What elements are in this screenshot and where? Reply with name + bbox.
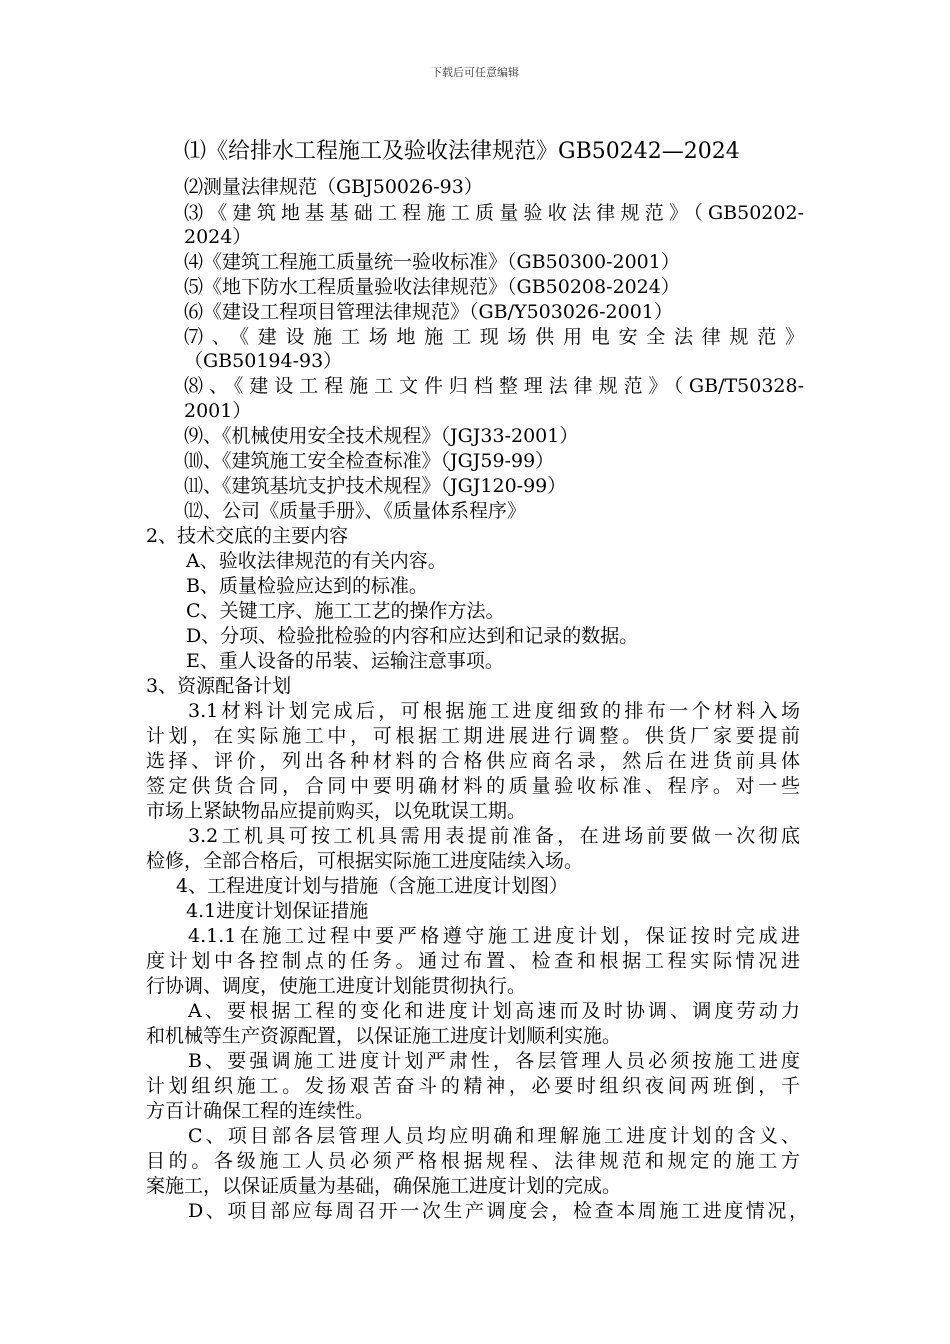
ref-item: ⑶《建筑地基基础工程施工质量验收法律规范》（GB50202- [184,202,804,224]
ref-item: ⑼、《机械使用安全技术规程》（JGJ33-2001） [184,425,579,447]
sec4-para-line: 目的。各级施工人员必须严格根据规程、法律规范和规定的施工方 [146,1150,800,1172]
sec4-para-line: 和机械等生产资源配置，以保证施工进度计划顺利实施。 [146,1025,622,1047]
sec3-para-line: 选择、评价，列出各种材料的合格供应商名录，然后在进货前具体 [146,750,800,772]
ref-item-cont: （GB50194-93） [184,350,343,372]
section-4-1-title: 4.1进度计划保证措施 [186,900,369,922]
section-2-title: 2、技术交底的主要内容 [146,525,349,547]
section-3-title: 3、资源配备计划 [146,675,292,697]
ref-item: ⑹《建设工程项目管理法律规范》（GB/Y503026-2001） [184,301,673,323]
sec4-para-line: 4.1.1在施工过程中要严格遵守施工进度计划，保证按时完成进 [188,925,800,947]
ref-item: ⑵测量法律规范（GBJ50026-93） [184,176,483,198]
sec4-para-line: 行协调、调度，使施工进度计划能贯彻执行。 [146,975,527,997]
ref-item: ⑺、《建设施工场地施工现场供用电安全法律规范》 [184,326,804,348]
sec3-para-line: 签定供货合同，合同中要明确材料的质量验收标准、程序。对一些 [146,775,800,797]
section-4-title: 4、工程进度计划与措施（含施工进度计划图） [176,875,569,897]
sec2-item: E、重人设备的吊装、运输注意事项。 [186,650,504,672]
ref-item: ⑾、《建筑基坑支护技术规程》（JGJ120-99） [184,475,567,497]
sec2-item: B、质量检验应达到的标准。 [186,575,428,597]
page-header: 下载后可任意编辑 [431,66,519,79]
sec3-para-line: 3.1材料计划完成后，可根据施工进度细致的排布一个材料入场 [188,700,800,722]
sec4-para-line: C、项目部各层管理人员均应明确和理解施工进度计划的含义、 [188,1125,800,1147]
sec3-para-line: 3.2工机具可按工机具需用表提前准备，在进场前要做一次彻底 [188,825,800,847]
sec3-para-line: 市场上紧缺物品应提前购买，以免耽误工期。 [146,800,527,822]
sec3-para-line: 计划，在实际施工中，可根据工期进展进行调整。供货厂家要提前 [146,725,800,747]
sec2-item: D、分项、检验批检验的内容和应达到和记录的数据。 [186,625,639,647]
sec4-para-line: B、要强调施工进度计划严肃性，各层管理人员必须按施工进度 [188,1050,800,1072]
sec4-para-line: 方百计确保工程的连续性。 [146,1100,375,1122]
ref-item: ⑻、《建设工程施工文件归档整理法律规范》（GB/T50328- [184,375,804,397]
sec4-para-line: A、要根据工程的变化和进度计划高速而及时协调、调度劳动力 [188,1000,800,1022]
sec2-item: A、验收法律规范的有关内容。 [186,550,447,572]
ref-item: ⑷《建筑工程施工质量统一验收标准》（GB50300-2001） [184,251,680,273]
ref-item: ⑿、公司《质量手册》、《质量体系程序》 [184,500,527,522]
ref-item: ⑽、《建筑施工安全检查标准》（JGJ59-99） [184,450,555,472]
sec4-para-line: 计划组织施工。发扬艰苦奋斗的精神，必要时组织夜间两班倒，千 [146,1075,800,1097]
sec4-para-line: D、项目部应每周召开一次生产调度会，检查本周施工进度情况， [188,1200,808,1222]
sec4-para-line: 度计划中各控制点的任务。通过布置、检查和根据工程实际情况进 [146,950,800,972]
sec2-item: C、关键工序、施工工艺的操作方法。 [186,600,505,622]
ref-item: ⑸《地下防水工程质量验收法律规范》（GB50208-2024） [184,276,680,298]
sec4-para-line: 案施工，以保证质量为基础，确保施工进度计划的完成。 [146,1175,622,1197]
sec3-para-line: 检修，全部合格后，可根据实际施工进度陆续入场。 [146,850,584,872]
ref-item-cont: 2024） [184,226,252,248]
ref-item: ⑴《给排水工程施工及验收法律规范》GB50242—2024 [184,139,740,164]
ref-item-cont: 2001） [184,400,252,422]
